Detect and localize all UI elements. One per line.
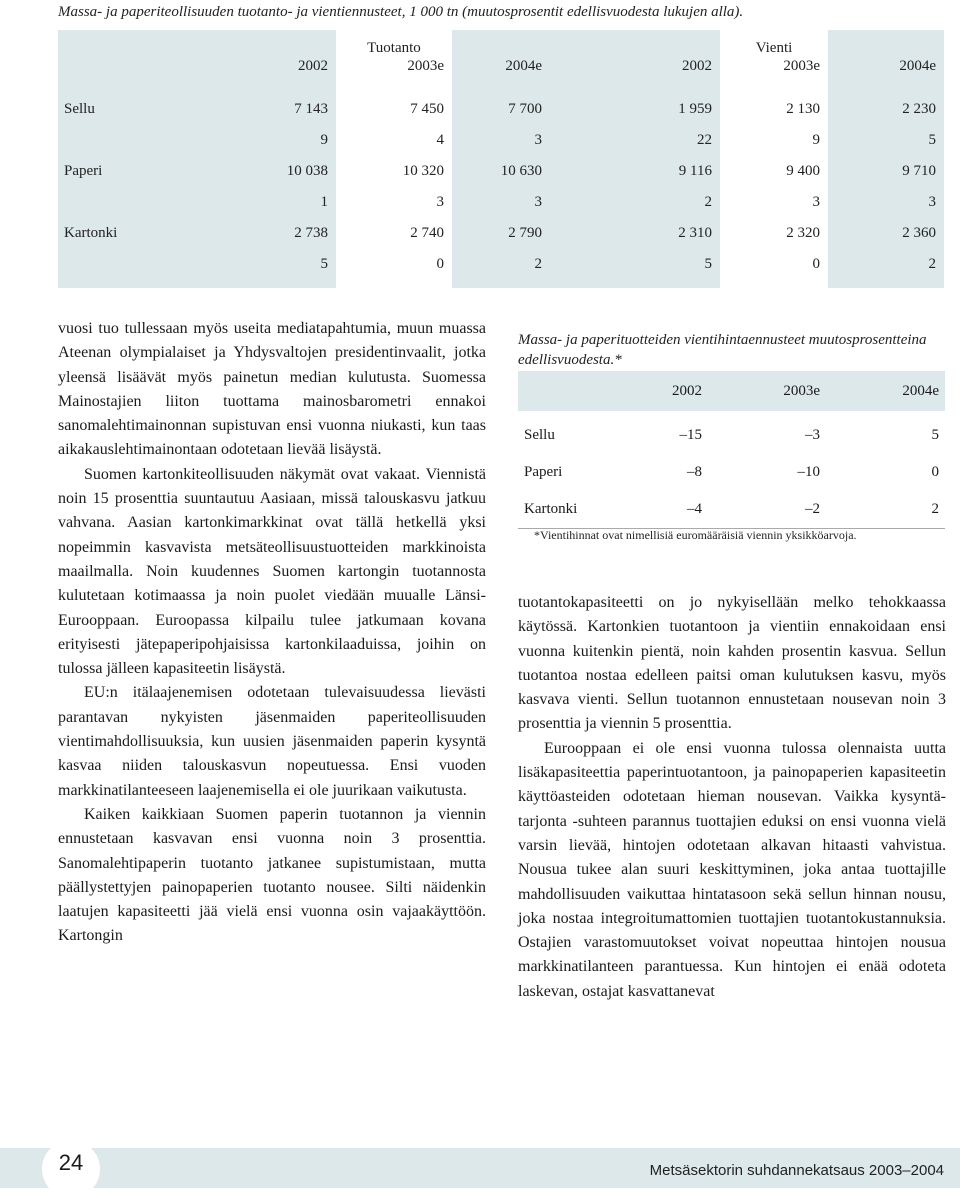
row-label: Paperi (524, 464, 563, 480)
column-header: 2002 (628, 371, 708, 411)
table-cell: –15 (679, 427, 702, 443)
change-cell: 5 (186, 249, 336, 280)
export-price-table (518, 371, 945, 529)
table-cell: 9 116 (550, 156, 720, 187)
table-cell: 2 738 (186, 218, 336, 249)
column-header: 2003e (783, 58, 820, 74)
table-row-change (58, 249, 944, 280)
table-row (58, 94, 944, 125)
table-row-change (58, 187, 944, 218)
column-header: 2004e (828, 58, 944, 86)
change-cell: 9 (186, 125, 336, 156)
change-cell: 2 (828, 249, 944, 280)
table-cell: 5 (931, 427, 939, 443)
table-cell: 2 360 (828, 218, 944, 249)
column-header: 2004e (452, 58, 550, 86)
paragraph: tuotantokapasiteetti on jo nykyisellään melko tehokkaassa käytössä. Kartonkien tuotantoon ja vientiin ennakoidaan ensi vuonna kuitenkin pientä, noin kahden prosentin kasvua. Sellun tuotantoa nostaa edelleen paitsi oman kulutuksen kasvu, myös kasvava vienti. Sellun tuotannon ennustetaan nousevan noin 3 prosenttia ja viennin 5 prosenttia. (518, 594, 946, 733)
paragraph: Kaiken kaikkiaan Suomen paperin tuotannon ja viennin ennustetaan kasvavan ensi vuonna noin 3 prosenttia. Sanomalehtipaperin tuotanto jatkanee supistumistaan, mutta päällystettyjen painopaperien tuotanto nousee. Silti näidenkin laatujen kapasiteetti jää vielä ensi vuonna osin vajaakäyttöön. Kartongin (58, 805, 486, 945)
change-cell: 5 (828, 125, 944, 156)
change-cell: 3 (452, 125, 550, 156)
change-cell: 1 (186, 187, 336, 218)
table-cell: –2 (708, 491, 826, 529)
change-cell: 5 (550, 249, 720, 280)
table-cell: 10 320 (402, 163, 444, 179)
row-label: Sellu (58, 94, 186, 125)
change-cell: 3 (436, 194, 444, 210)
change-cell: 4 (436, 132, 444, 148)
paragraph: Eurooppaan ei ole ensi vuonna tulossa olennaista uutta lisäkapasiteettia paperintuotantoon, ja painopaperien kapasiteetin käyttöasteiden odotetaan hieman nousevan. Vaikka kysyntä-tarjonta -suhteen parannus tuottajien eduksi on ensi vuonna vielä varsin lievää, hintojen odotetaan alkavan hitaasti vahvistua. Nousua tukee alan suuri keskittyminen, joka antaa tuottajille mahdollisuuden vaikuttaa hintatasoon sekä sellun hinnan nousu, joka nostaa integroitumattomien tuottajien tuotantokustannuksia. Ostajien varastomuutokset voivat nopeuttaa hintojen nousua markkinatilanteen parantuessa. Kun hintojen ei enää odoteta laskevan, ostajat kasvattanevat (518, 739, 946, 1000)
table-cell: –8 (687, 464, 702, 480)
table-cell: 7 700 (452, 94, 550, 125)
table-cell: 7 450 (410, 101, 444, 117)
change-cell: 0 (436, 256, 444, 272)
table-cell: 7 143 (186, 94, 336, 125)
right-text-column (518, 591, 946, 1004)
table-cell: 2 320 (786, 225, 820, 241)
change-cell: 22 (550, 125, 720, 156)
change-cell: 3 (452, 187, 550, 218)
column-header: 2003e (708, 371, 826, 411)
price-table-caption: Massa- ja paperituotteiden vientihintaennusteet muutosprosentteina edellisvuodesta.* (518, 332, 927, 368)
group-header-tuotanto: Tuotanto (367, 39, 421, 56)
column-header: 2002 (186, 58, 336, 86)
table-cell: 1 959 (550, 94, 720, 125)
production-export-table (58, 30, 944, 288)
table-cell: 2 130 (786, 101, 820, 117)
table-cell: 9 400 (786, 163, 820, 179)
table-cell: 0 (931, 464, 939, 480)
table-row (518, 491, 945, 529)
table-cell: 10 038 (186, 156, 336, 187)
table-cell: 9 710 (828, 156, 944, 187)
paragraph: vuosi tuo tullessaan myös useita mediatapahtumia, muun muassa Ateenan olympialaiset ja Yhdysvaltojen presidentinvaalit, jotka yleensä lisäävät myös painetun median kulutusta. Suomessa Mainostajien liiton tuottama mainosbarometri ennakoi sanomalehtimainonnan supistuvan ensi vuonna niukasti, kun taas aikakauslehtimainontaan odotetaan lievää lisäystä. (58, 320, 486, 459)
row-label: Sellu (524, 427, 555, 443)
paragraph: EU:n itälaajenemisen odotetaan tulevaisuudessa lievästi parantavan nykyisten jäsenmaiden paperiteollisuuden vientimahdollisuuksia, kun uusien jäsenmaiden paperin kysyntä kasvaa niiden talouskasvun nopeutuessa. Ensi vuoden markkinatilanteeseen laajenemisella ei ole juurikaan vaikutusta. (58, 684, 486, 799)
group-header-vienti: Vienti (755, 39, 793, 56)
production-table-caption: Massa- ja paperiteollisuuden tuotanto- ja vientiennusteet, 1 000 tn (muutosprosentit edellisvuodesta lukujen alla). (58, 4, 744, 20)
table-row (58, 218, 944, 249)
column-header: 2002 (550, 58, 720, 86)
table-cell: 2 310 (550, 218, 720, 249)
table-cell: 10 630 (452, 156, 550, 187)
page-footer (0, 1140, 960, 1190)
change-cell: 3 (812, 194, 820, 210)
change-cell: 0 (812, 256, 820, 272)
table-row (58, 156, 944, 187)
left-text-column (58, 317, 486, 949)
table-row (518, 454, 945, 491)
change-cell: 2 (550, 187, 720, 218)
paragraph: Suomen kartonkiteollisuuden näkymät ovat vakaat. Viennistä noin 15 prosenttia suuntautuu Aasiaan, missä talouskasvu jatkuu vahvana. Aasian kartonkimarkkinat ovat tällä hetkellä yksi nopeimmin kasvavista metsäteollisuustuotteiden markkinoista maailmalla. Noin kuudennes Suomen kartongin tuotannosta kulutetaan kotimaassa ja noin puolet viedään muualle Länsi-Eurooppaan. Euroopassa kilpailu tulee jatkumaan kovana erityisesti jätepaperipohjaisissa kartonkilaaduissa, joihin on tulossa jälleen kapasiteetin lisäystä. (58, 465, 486, 678)
table-cell: –3 (805, 427, 820, 443)
table-row (518, 417, 945, 454)
table-cell: 2 790 (452, 218, 550, 249)
row-label: Paperi (58, 156, 186, 187)
table-cell: 2 (826, 491, 945, 529)
table-cell: –4 (628, 491, 708, 529)
publication-title: Metsäsektorin suhdannekatsaus 2003–2004 (649, 1162, 944, 1179)
row-label: Kartonki (58, 218, 186, 249)
change-cell: 2 (452, 249, 550, 280)
table-cell: 2 740 (410, 225, 444, 241)
change-cell: 3 (828, 187, 944, 218)
table-row-change (58, 125, 944, 156)
row-label: Kartonki (518, 491, 628, 529)
table-cell: –10 (797, 464, 820, 480)
column-header: 2003e (407, 58, 444, 74)
column-header: 2004e (826, 371, 945, 411)
price-table-footnote: *Vientihinnat ovat nimellisiä euromääräisiä viennin yksikköarvoja. (534, 528, 857, 542)
page-number: 24 (58, 1150, 84, 1175)
table-cell: 2 230 (828, 94, 944, 125)
change-cell: 9 (812, 132, 820, 148)
